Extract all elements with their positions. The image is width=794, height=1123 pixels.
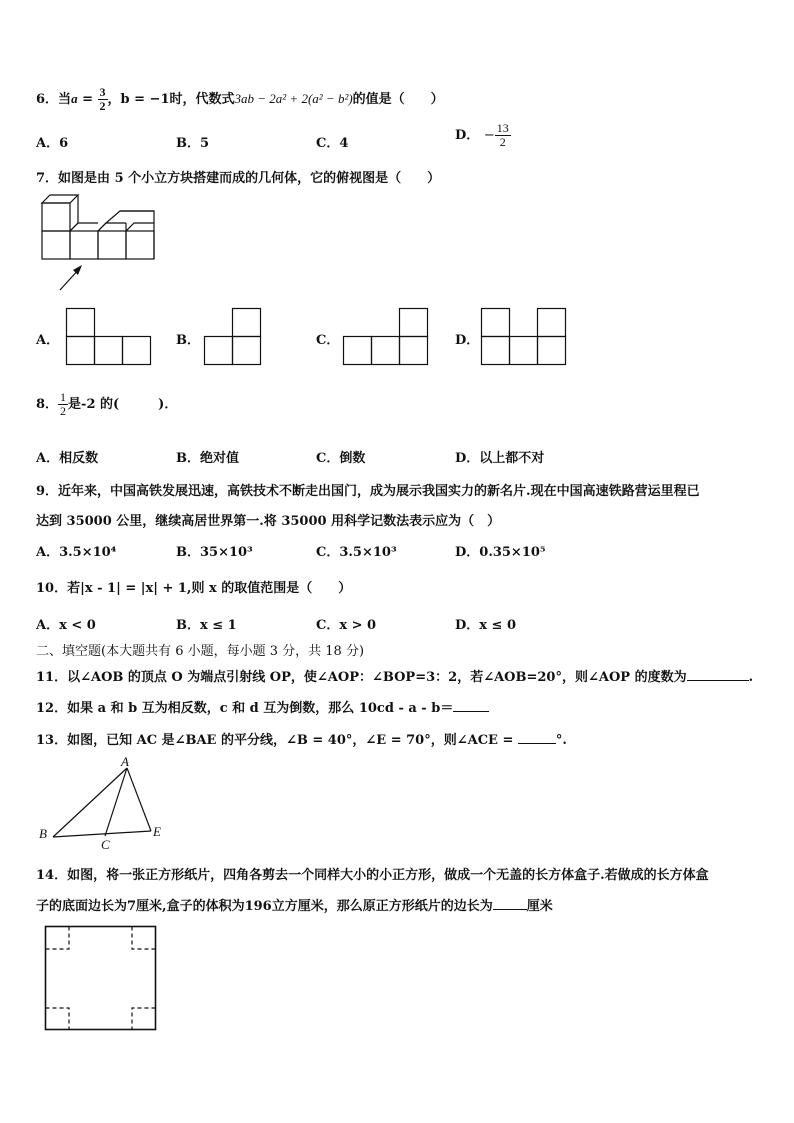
q6-eq: = (77, 92, 98, 107)
q6-pre: 当 (58, 92, 72, 107)
q6-var-a: a (71, 91, 78, 106)
q10-option-d[interactable]: D．x ≤ 0 (455, 618, 517, 633)
q13-text: 13．如图，已知 AC 是∠BAE 的平分线，∠B = 40°，∠E = 70°，则∠ACE = (36, 733, 514, 748)
q8-option-c[interactable]: C．倒数 (316, 451, 366, 466)
q6-frac-den: 2 (99, 99, 106, 113)
triangle-lines (53, 768, 151, 837)
paper-outline (46, 927, 156, 1030)
q9-stem-line2: 达到 35000 公里，继续高居世界第一.将 35000 用科学记数法表示应为（ ） (36, 514, 501, 529)
q10-option-b[interactable]: B．x ≤ 1 (176, 618, 237, 633)
q14-paper-figure (44, 925, 159, 1033)
q8-option-d[interactable]: D．以上都不对 (455, 451, 545, 466)
label-b: B (39, 826, 47, 841)
q14-stem-line1: 14．如图，将一张正方形纸片，四角各剪去一个同样大小的小正方形，做成一个无盖的长方体盒子.若做成的长方体盒 (36, 868, 709, 883)
q8-post: 是-2 的( )． (68, 397, 178, 412)
q11-text: 11．以∠AOB 的顶点 O 为端点引射线 OP，使∠AOP：∠BOP=3：2，若∠AOB=20°，则∠AOP 的度数为 (36, 670, 687, 685)
q8-option-b[interactable]: B．绝对值 (176, 451, 239, 466)
q6-option-d-sign: − (483, 128, 495, 143)
q6-number: 6． (36, 92, 59, 107)
q6-post: 的值是（ ） (352, 92, 444, 107)
q6-option-a[interactable]: A．6 (36, 136, 69, 151)
q6-option-c[interactable]: C．4 (316, 136, 349, 151)
q7-stem: 7．如图是由 5 个小立方块搭建而成的几何体，它的俯视图是（ ） (36, 171, 441, 186)
label-c: C (101, 837, 110, 852)
q10-stem: 10．若|x - 1| = |x| + 1,则 x 的取值范围是（ ） (36, 581, 352, 596)
q6-expression: 3ab − 2a² + 2(a² − b²) (234, 91, 353, 106)
q9-option-d[interactable]: D．0.35×10⁵ (455, 545, 546, 560)
q7-option-c[interactable]: C． (316, 333, 340, 348)
q14-line2-end: 厘米 (526, 899, 553, 914)
q8-frac-den: 2 (60, 404, 67, 418)
label-a: A (121, 754, 129, 769)
q9-option-b[interactable]: B．35×10³ (176, 545, 253, 560)
q8-frac-num: 1 (60, 390, 67, 404)
q12-text: 12．如果 a 和 b 互为相反数，c 和 d 互为倒数，那么 10cd - a - b＝ (36, 701, 454, 716)
q7-option-b[interactable]: B． (176, 333, 200, 348)
q14-line2-text: 子的底面边长为7厘米,盒子的体积为196立方厘米，那么原正方形纸片的边长为 (36, 899, 493, 914)
q13-end: °. (555, 733, 567, 748)
q10-option-c[interactable]: C．x > 0 (316, 618, 377, 633)
section-heading: 二、填空题(本大题共有 6 小题，每小题 3 分，共 18 分) (36, 644, 365, 659)
q7-option-d[interactable]: D． (455, 333, 480, 348)
q6-b-part: ，b = −1时，代数式 (107, 92, 235, 107)
label-e: E (153, 824, 161, 839)
q9-stem-line1: 9．近年来，中国高铁发展迅速，高铁技术不断走出国门，成为展示我国实力的新名片.现在中国高速铁路营运里程已 (36, 484, 700, 499)
q8-option-a[interactable]: A．相反数 (36, 451, 99, 466)
q14-answer-blank[interactable] (493, 897, 527, 910)
q9-option-c[interactable]: C．3.5×10³ (316, 545, 397, 560)
q10-option-a[interactable]: A．x < 0 (36, 618, 96, 633)
q6-option-b[interactable]: B．5 (176, 136, 210, 151)
q6-d-den: 2 (499, 135, 506, 149)
q9-option-a[interactable]: A．3.5×10⁴ (36, 545, 117, 560)
q6-frac-num: 3 (99, 85, 106, 99)
q11-end: . (748, 670, 754, 685)
q14-stem-line2 (36, 895, 553, 914)
cut-corners (46, 927, 156, 1030)
q6-d-num: 13 (496, 121, 509, 135)
q6-option-d-label: D． (455, 128, 480, 143)
q8-number: 8． (36, 397, 59, 412)
q7-option-a[interactable]: A． (36, 333, 60, 348)
